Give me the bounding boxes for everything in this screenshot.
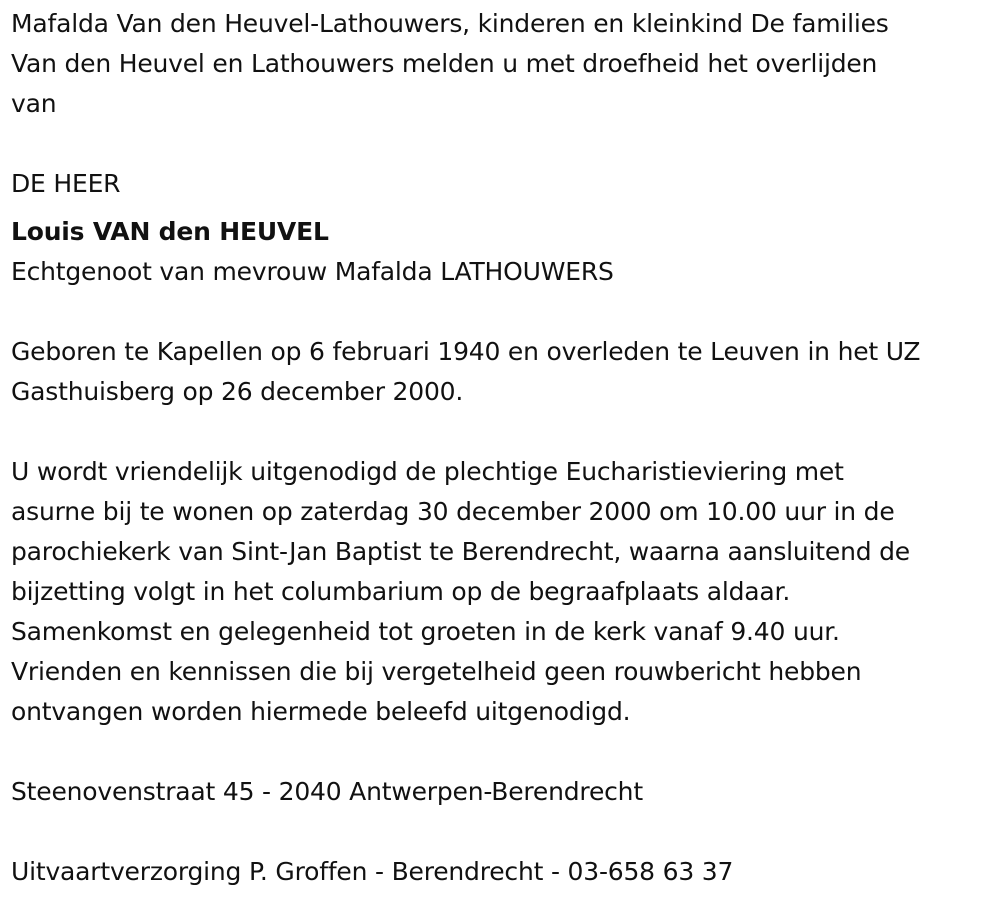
ceremony-line: U wordt vriendelijk uitgenodigd de plechtige Eucharistieviering met [11,457,844,486]
spouse-line: Echtgenoot van mevrouw Mafalda LATHOUWERS [11,257,614,286]
spacer [11,204,995,212]
ceremony-line: ontvangen worden hiermede beleefd uitgenodigd. [11,697,631,726]
address: Steenovenstraat 45 - 2040 Antwerpen-Berendrecht [11,777,643,806]
ceremony-line: Vrienden en kennissen die bij vergetelheid geen rouwbericht hebben [11,657,862,686]
ceremony-line: Samenkomst en gelegenheid tot groeten in de kerk vanaf 9.40 uur. [11,617,840,646]
deceased-name: Louis VAN den HEUVEL [11,217,329,246]
spacer [11,124,995,164]
spacer [11,292,995,332]
spacer [11,732,995,772]
birth-death-line: Gasthuisberg op 26 december 2000. [11,377,464,406]
intro-paragraph [11,4,995,124]
funeral-home: Uitvaartverzorging P. Groffen - Berendrecht - 03-658 63 37 [11,857,734,886]
honorific: DE HEER [11,169,121,198]
intro-line: Van den Heuvel en Lathouwers melden u met droefheid het overlijden [11,49,878,78]
intro-line: Mafalda Van den Heuvel-Lathouwers, kinderen en kleinkind De families [11,9,889,38]
birth-death-paragraph [11,332,995,412]
ceremony-paragraph [11,452,995,732]
ceremony-line: asurne bij te wonen op zaterdag 30 december 2000 om 10.00 uur in de [11,497,895,526]
death-notice [11,4,995,892]
birth-death-line: Geboren te Kapellen op 6 februari 1940 en overleden te Leuven in het UZ [11,337,921,366]
intro-line: van [11,89,57,118]
spacer [11,412,995,452]
ceremony-line: parochiekerk van Sint-Jan Baptist te Berendrecht, waarna aansluitend de [11,537,910,566]
spacer [11,812,995,852]
ceremony-line: bijzetting volgt in het columbarium op de begraafplaats aldaar. [11,577,791,606]
